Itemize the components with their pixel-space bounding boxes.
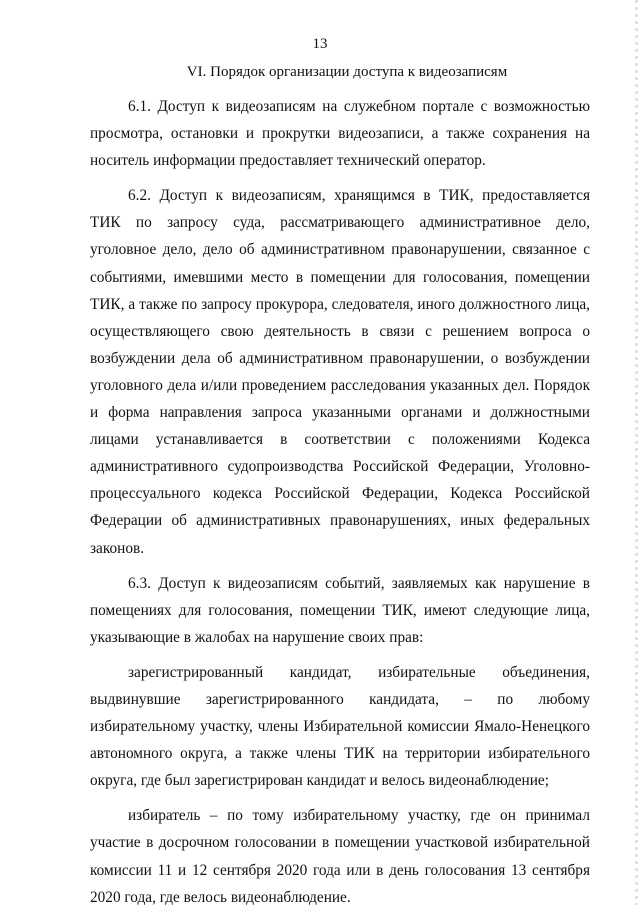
paragraph-6-1: 6.1. Доступ к видеозаписям на служебном портале с возможностью просмотра, остановки и прокрутки видеозаписи, а также сохранения на носитель информации предоставляет технический оператор. bbox=[90, 98, 590, 170]
paragraph-6-3: 6.3. Доступ к видеозаписям событий, заявляемых как нарушение в помещениях для голосования, помещении ТИК, имеют следующие лица, указывающие в жалобах на нарушение своих прав: bbox=[90, 574, 590, 646]
paragraph-voter: избиратель – по тому избирательному участку, где он принимал участие в досрочном голосовании в помещении участковой избирательной комиссии 11 и 12 сентября 2020 года или в день голосования 13 сентября 2020 года, где велось видеонаблюдение. bbox=[90, 807, 590, 906]
paragraph-6-2: 6.2. Доступ к видеозаписям, хранящимся в ТИК, предоставляется ТИК по запросу суда, рассматривающего административное дело, уголовное дело, дело об административном правонарушении, связанное с событиями, имевшими место в помещении для голосования, помещении ТИК, а также по запросу прокурора, следователя, иного должностного лица, осуществляющего свою деятельность в связи с решением вопроса о возбуждении дела об административном правонарушении, о возбуждении уголовного дела и/или проведением расследования указанных дел. Порядок и форма направления запроса указанными органами и должностными лицами устанавливается в соответствии с положениями Кодекса административного судопроизводства Российской Федерации, Уголовно-процессуального кодекса Российской Федерации, Кодекса Российской Федерации об административных правонарушениях, иных федеральных законов. bbox=[90, 187, 590, 557]
section-title: VI. Порядок организации доступа к видеозаписям bbox=[186, 64, 508, 80]
page-number: 13 bbox=[312, 36, 328, 52]
document-body bbox=[90, 92, 590, 911]
paragraph-candidates: зарегистрированный кандидат, избирательные объединения, выдвинувшие зарегистрированного кандидата, – по любому избирательному участку, члены Избирательной комиссии Ямало-Ненецкого автономного округа, а также члены ТИК на территории избирательного округа, где был зарегистрирован кандидат и велось видеонаблюдение; bbox=[90, 663, 590, 790]
scan-edge-mark bbox=[635, 0, 638, 905]
